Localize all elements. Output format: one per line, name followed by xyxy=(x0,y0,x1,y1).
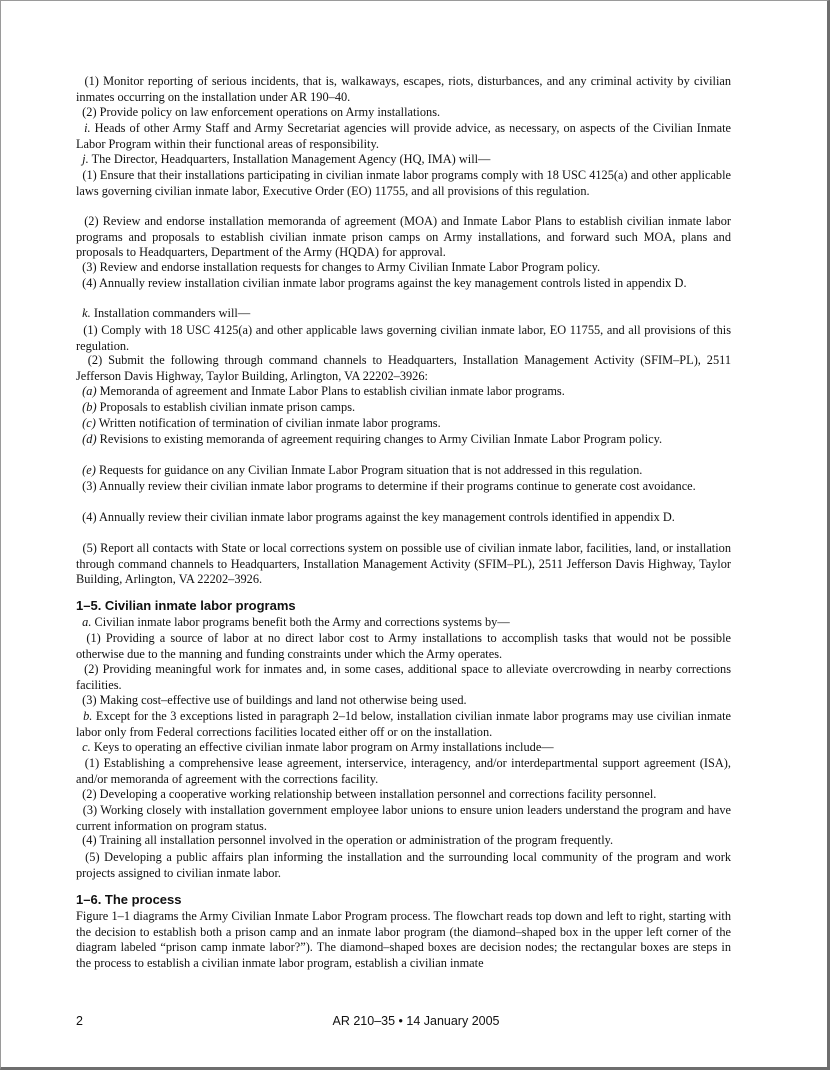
para-label: (2) xyxy=(82,787,97,801)
para-text: Memoranda of agreement and Inmate Labor Plans to establish civilian inmate labor programs. xyxy=(99,384,565,398)
document-id-footer: AR 210–35 • 14 January 2005 xyxy=(332,1014,500,1028)
para-label: (3) xyxy=(82,803,98,817)
para-the-process: Figure 1–1 diagrams the Army Civilian Inmate Labor Program process. The flowchart reads top down and left to right, starting with the decision to establish both a prison camp and an inmate labor program (the diamond–shaped box in the upper left corner of the diagram labeled “prison camp inmate labor?”). The diamond–shaped boxes are decision nodes; the rectangular boxes are steps in the process to establish a civilian inmate labor program, establish a civilian inmate xyxy=(76,909,731,970)
para-label: b. xyxy=(83,709,93,723)
para-text: Written notification of termination of civilian inmate labor programs. xyxy=(98,416,441,430)
para-label: (1) xyxy=(82,168,97,182)
para-text: Providing meaningful work for inmates and, in some cases, additional space to alleviate overcrowding in nearby corrections facilities. xyxy=(76,662,732,692)
para-k-installation-commanders xyxy=(76,306,731,322)
para-label: k. xyxy=(82,306,91,320)
para-label: (3) xyxy=(82,479,97,493)
para-annual-review-installations xyxy=(76,276,731,292)
para-text: Working closely with installation government employee labor unions to ensure union leaders understand the program and have current information on program status. xyxy=(76,803,731,833)
para-label: (b) xyxy=(82,400,97,414)
para-label: j. xyxy=(82,152,89,166)
para-labor-unions xyxy=(76,803,731,834)
para-text: Annually review installation civilian inmate labor programs against the key management controls listed in appendix D. xyxy=(98,276,687,290)
para-report-contacts xyxy=(76,541,731,588)
para-text: Review and endorse installation memoranda of agreement (MOA) and Inmate Labor Plans to establish civilian inmate labor programs and proposals to establish civilian inmate prison camps on Army installations, and forward such MOA, plans and proposals to Headquarters, Department of the Army (HQDA) for approval. xyxy=(76,214,731,260)
para-label: (2) xyxy=(84,214,99,228)
para-i-heads-of-staff xyxy=(76,121,731,152)
para-label: i. xyxy=(84,121,91,135)
para-b-proposals xyxy=(76,400,731,416)
section-heading-1-6: 1–6. The process xyxy=(76,892,182,907)
para-text: Annually review their civilian inmate labor programs against the key management controls identified in appendix D. xyxy=(98,510,675,524)
para-text: Keys to operating an effective civilian inmate labor program on Army installations include— xyxy=(93,740,554,754)
para-label: (a) xyxy=(82,384,97,398)
para-text: Comply with 18 USC 4125(a) and other applicable laws governing civilian inmate labor, EO 11755, and all provisions of this regulation. xyxy=(76,323,731,353)
para-text: Annually review their civilian inmate labor programs to determine if their programs continue to generate cost avoidance. xyxy=(98,479,696,493)
para-text: Review and endorse installation requests for changes to Army Civilian Inmate Labor Program policy. xyxy=(99,260,601,274)
para-text: Establishing a comprehensive lease agreement, interservice, interagency, and/or interdepartmental support agreement (ISA), and/or memoranda of agreement with the corrections facility. xyxy=(76,756,731,786)
para-j-director xyxy=(76,152,731,168)
para-text: Provide policy on law enforcement operations on Army installations. xyxy=(99,105,441,119)
para-monitor-incidents xyxy=(76,74,731,105)
para-c-keys xyxy=(76,740,731,756)
para-text: Revisions to existing memoranda of agreement requiring changes to Army Civilian Inmate Labor Program policy. xyxy=(99,432,663,446)
para-label: (4) xyxy=(82,276,97,290)
para-text: The Director, Headquarters, Installation Management Agency (HQ, IMA) will— xyxy=(91,152,491,166)
para-label: (1) xyxy=(84,74,99,88)
para-text: Ensure that their installations participating in civilian inmate labor programs comply with 18 USC 4125(a) and other applicable laws governing civilian inmate labor, Executive Order (EO) 11755, and all provisions of this regulation. xyxy=(76,168,732,198)
para-label: (4) xyxy=(82,833,97,847)
para-label: a. xyxy=(82,615,92,629)
para-a-benefits xyxy=(76,615,731,631)
para-label: (1) xyxy=(83,323,98,337)
para-label: (3) xyxy=(82,260,97,274)
para-meaningful-work xyxy=(76,662,731,693)
para-label: (1) xyxy=(86,631,101,645)
para-b-exceptions xyxy=(76,709,731,740)
para-label: (2) xyxy=(82,105,97,119)
para-text: Proposals to establish civilian inmate prison camps. xyxy=(99,400,356,414)
para-annual-review-controls xyxy=(76,510,731,526)
para-label: (5) xyxy=(82,541,97,555)
para-label: (e) xyxy=(82,463,96,477)
para-text: Providing a source of labor at no direct labor cost to Army installations to accomplish tasks that would not be possible otherwise due to the manning and funding constraints under which the Army operates. xyxy=(76,631,732,661)
para-text: Requests for guidance on any Civilian Inmate Labor Program situation that is not addressed in this regulation. xyxy=(98,463,643,477)
para-text: Civilian inmate labor programs benefit both the Army and corrections systems by— xyxy=(94,615,510,629)
section-heading-1-5: 1–5. Civilian inmate labor programs xyxy=(76,598,296,613)
para-law-enforcement-policy xyxy=(76,105,731,121)
para-d-revisions xyxy=(76,432,731,448)
para-review-endorse-moa xyxy=(76,214,731,261)
para-a-memoranda xyxy=(76,384,731,400)
para-public-affairs xyxy=(76,850,731,881)
para-text: Except for the 3 exceptions listed in paragraph 2–1d below, installation civilian inmate labor programs may use civilian inmate labor only from Federal corrections facilities located either off or on the installation. xyxy=(76,709,731,739)
para-text: Heads of other Army Staff and Army Secretariat agencies will provide advice, as necessary, on aspects of the Civilian Inmate Labor Program within their functional areas of responsibility. xyxy=(76,121,732,151)
para-label: (d) xyxy=(82,432,97,446)
para-text: Monitor reporting of serious incidents, that is, walkaways, escapes, riots, disturbances, and any criminal activity by civilian inmates occurring on the installation under AR 190–40. xyxy=(76,74,732,104)
para-label: (2) xyxy=(84,662,99,676)
para-label: c. xyxy=(82,740,91,754)
para-label: (5) xyxy=(85,850,100,864)
para-label: (4) xyxy=(82,510,97,524)
para-label: (2) xyxy=(87,353,103,367)
para-label: (3) xyxy=(82,693,97,707)
para-comply-18-usc xyxy=(76,323,731,354)
para-review-policy-changes xyxy=(76,260,731,276)
para-text: Making cost–effective use of buildings and land not otherwise being used. xyxy=(99,693,467,707)
para-label: (c) xyxy=(82,416,96,430)
para-text: Submit the following through command channels to Headquarters, Installation Management Activity (SFIM–PL), 2511 Jefferson Davis Highway, Taylor Building, Arlington, VA 22202–3926: xyxy=(76,353,732,383)
para-annual-review-cost xyxy=(76,479,731,495)
para-submit-following xyxy=(76,353,731,384)
para-e-requests-guidance xyxy=(76,463,731,479)
para-text: Training all installation personnel involved in the operation or administration of the program frequently. xyxy=(99,833,614,847)
para-ensure-compliance xyxy=(76,168,731,199)
para-cost-effective-use xyxy=(76,693,731,709)
para-c-written-notification xyxy=(76,416,731,432)
para-text: Report all contacts with State or local corrections system on possible use of civilian inmate labor, facilities, land, or installation through command channels to Headquarters, Installation Management Activity (SFIM–PL), 2511 Jefferson Davis Highway, Taylor Building, Arlington, VA 22202–3926. xyxy=(76,541,732,587)
para-source-of-labor xyxy=(76,631,731,662)
para-lease-agreement xyxy=(76,756,731,787)
para-text: Developing a public affairs plan informing the installation and the surrounding local community of the program and work projects assigned to civilian inmate labor. xyxy=(76,850,732,880)
page-number: 2 xyxy=(76,1014,83,1028)
para-cooperative-relationship xyxy=(76,787,731,803)
para-text: Installation commanders will— xyxy=(93,306,251,320)
para-text: Developing a cooperative working relationship between installation personnel and corrections facility personnel. xyxy=(99,787,657,801)
para-training-personnel xyxy=(76,833,731,849)
para-label: (1) xyxy=(84,756,100,770)
